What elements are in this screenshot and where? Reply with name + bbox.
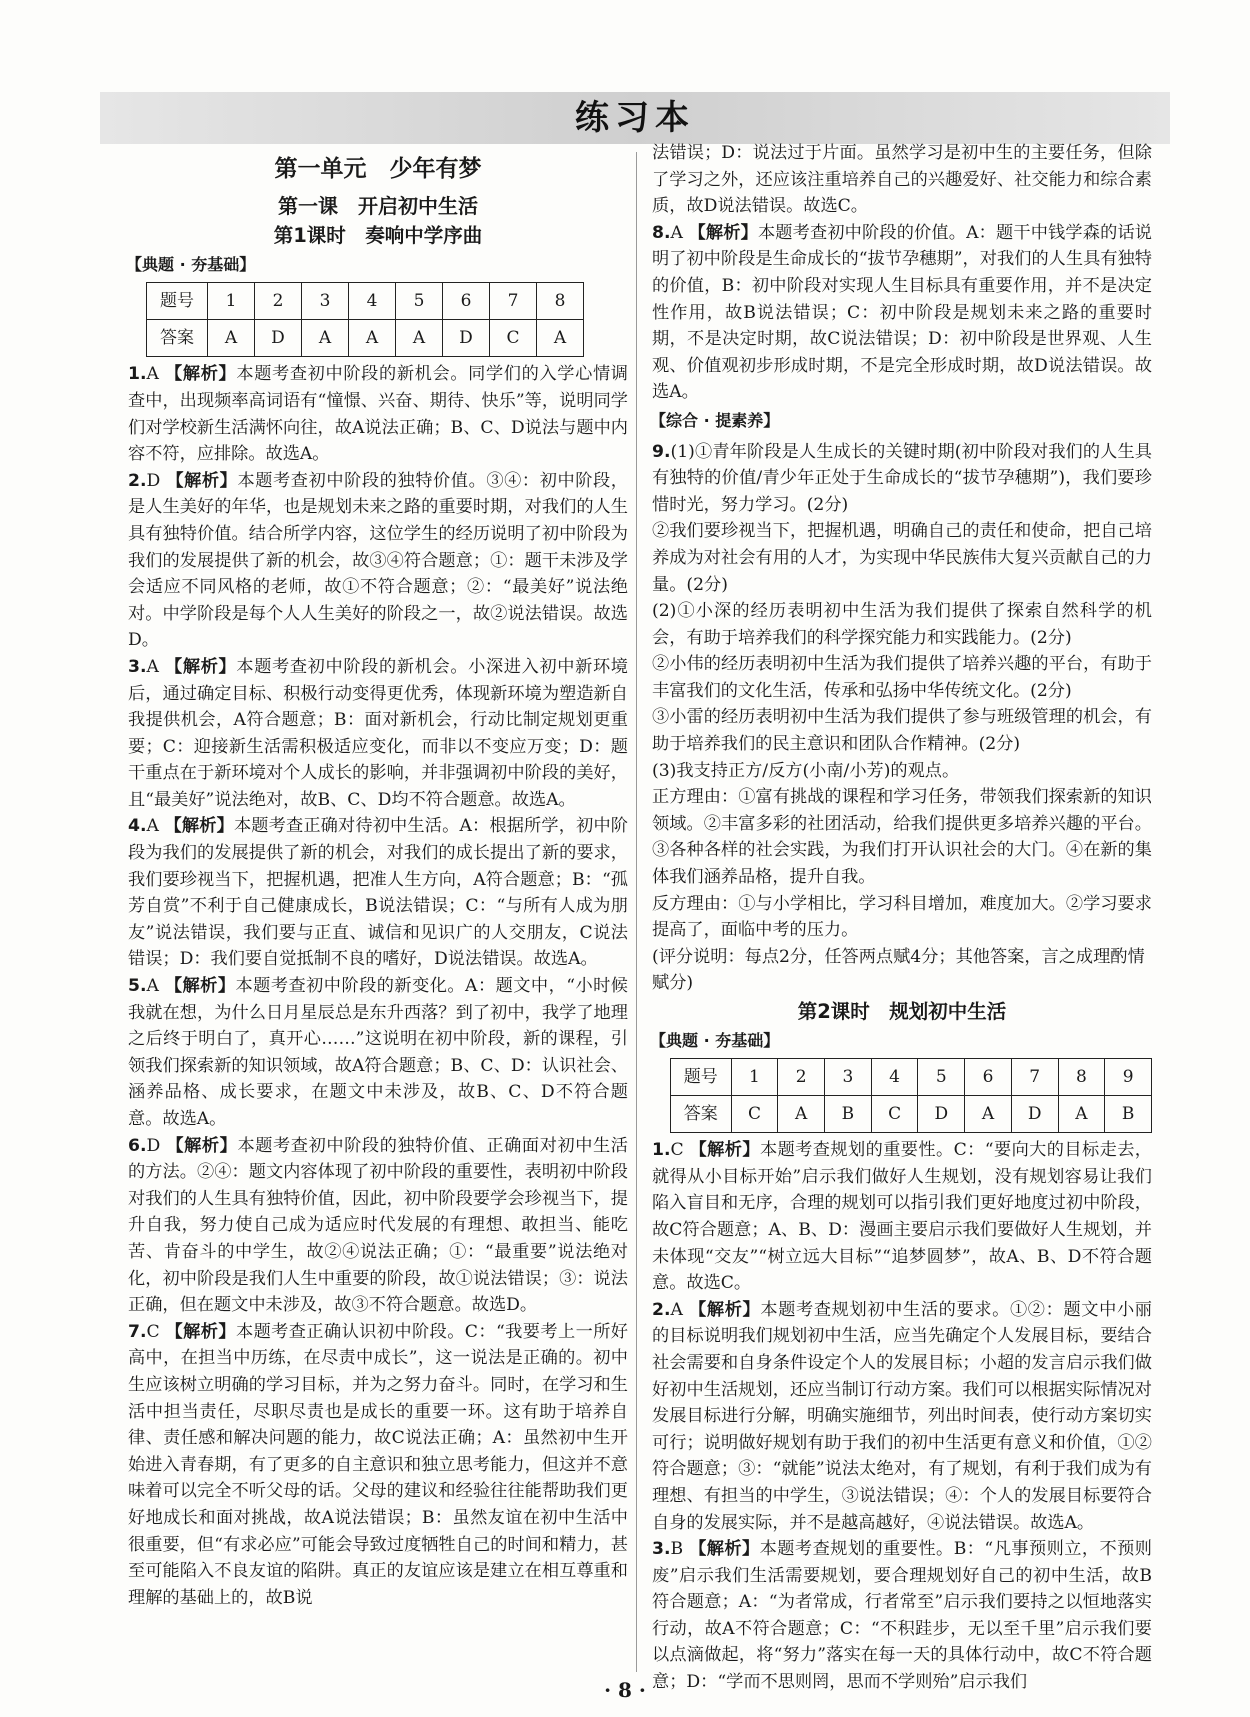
- item-number: 9.: [652, 441, 671, 462]
- item-text: 本题考查初中阶段的新机会。同学们的入学心情调查中，出现频率高词语有“憧憬、兴奋、期待、快乐”等，说明同学们对学校新生活满怀向往，故A说法正确；B、C、D说法与题中内容不符，应排除。故选A。: [128, 364, 628, 465]
- q9-paragraph: ②我们要珍视当下，把握机遇，明确自己的责任和使命，把自己培养成为对社会有用的人才，为实现中华民族伟大复兴贡献自己的力量。(2分): [652, 521, 1152, 595]
- header-banner: [100, 92, 1170, 144]
- table-cell: 8: [1058, 1059, 1105, 1096]
- analysis-tag: 【解析】: [689, 1299, 761, 1320]
- q9-text: (1)①青年阶段是人生成长的关键时期(初中阶段对我们的人生具有独特的价值/青少年正处于生命成长的“拔节孕穗期”)，我们要珍惜时光，努力学习。(2分): [652, 441, 1152, 515]
- q9-paragraph: (2)①小深的经历表明初中生活为我们提供了探索自然科学的机会，有助于培养我们的科学探究能力和实践能力。(2分): [652, 601, 1152, 648]
- table-header-cell: 答案: [671, 1096, 732, 1133]
- item-text: 本题考查正确对待初中生活。A：根据所学，初中阶段为我们的发展提供了新的机会，对我们的成长提出了新的要求，我们要珍视当下，把握机遇，把准人生方向，A符合题意；B：“孤芳自赏”不利于自己健康成长，B说法错误；C：“与所有人成为朋友”说法错误，我们要与正直、诚信和见识广的人交朋友，C说法错误；D：我们要自觉抵制不良的嗜好，D说法错误。故选A。: [128, 816, 628, 970]
- table-cell: 1: [208, 283, 255, 320]
- answer-item: [652, 1297, 1152, 1536]
- table-cell: A: [965, 1096, 1012, 1133]
- analysis-tag: 【解析】: [166, 470, 238, 491]
- analysis-tag: 【解析】: [688, 222, 758, 243]
- analysis-tag: 【解析】: [689, 1140, 760, 1161]
- item-number: 4.: [128, 816, 147, 837]
- item-answer: A: [146, 976, 159, 997]
- item-text: 本题考查初中阶段的价值。A：题干中钱学森的话说明了初中阶段是生命成长的“拔节孕穗期”，对我们的人生具有独特的价值，B：初中阶段对实现人生目标具有重要作用，并不是决定性作用，故B说法错误；C：初中阶段是规划未来之路的重要时期，不是决定时期，故C说法错误；D：初中阶段是世界观、人生观、价值观初步形成时期，不是完全形成时期，故D说法错误。故选A。: [652, 222, 1152, 403]
- item-text: 本题考查规划初中生活的要求。①②：题文中小丽的目标说明我们规划初中生活，应当先确定个人发展目标，要结合社会需要和自身条件设定个人的发展目标；小超的发言启示我们做好初中生活规划，还应当制订行动方案。我们可以根据实际情况对发展目标进行分解，明确实施细节，列出时间表，使行动方案切实可行；说明做好规划有助于我们的初中生活更有意义和价值，①②符合题意；③：“就能”说法太绝对，有了规划，有利于我们成为有理想、有担当的中学生，③说法错误；④：个人的发展目标要符合自身的发展实际，并不是越高越好，④说法错误。故选A。: [652, 1299, 1152, 1533]
- answer-item: [652, 1536, 1152, 1696]
- q9-paragraph: (3)我支持正方/反方(小南/小芳)的观点。: [652, 760, 960, 781]
- table-cell: D: [918, 1096, 965, 1133]
- item-answer: C: [670, 1140, 684, 1161]
- table-cell: 3: [302, 283, 349, 320]
- item-answer: A: [146, 816, 159, 837]
- analysis-tag: 【解析】: [164, 816, 234, 837]
- section-heading: 【典题 · 夯基础】: [650, 1030, 780, 1050]
- table-cell: 4: [349, 283, 396, 320]
- item-number: 5.: [128, 976, 147, 997]
- answer-item: [128, 973, 628, 1133]
- table-cell: 9: [1105, 1059, 1152, 1096]
- analysis-tag: 【解析】: [166, 1135, 238, 1156]
- item-text: 本题考查正确认识初中阶段。C：“我要考上一所好高中，在担当中历练，在尽责中成长”，这一说法是正确的。初中生应该树立明确的学习目标，并为之努力奋斗。同时，在学习和生活中担当责任，尽职尽责也是成长的重要一环。这有助于培养自律、责任感和解决问题的能力，故C说法正确；A：虽然初中生开始进入青春期，有了更多的自主意识和独立思考能力，但这并不意味着可以完全不听父母的话。父母的建议和经验往往能帮助我们更好地成长和面对挑战，故A说法错误；B：虽然友谊在初中生活中很重要，但“有求必应”可能会导致过度牺牲自己的时间和精力，甚至可能陷入不良友谊的陷阱。真正的友谊应该是建立在相互尊重和理解的基础上的，故B说: [128, 1321, 628, 1608]
- table-cell: 1: [731, 1059, 778, 1096]
- table-header-cell: 答案: [147, 320, 208, 357]
- column-divider: [636, 152, 637, 1672]
- table-cell: 5: [918, 1059, 965, 1096]
- table-header-cell: 题号: [671, 1059, 732, 1096]
- item-text: 本题考查规划的重要性。C：“要向大的目标走去，就得从小目标开始”启示我们做好人生规划，没有规划容易让我们陷入盲目和无序，合理的规划可以指引我们更好地度过初中阶段，故C符合题意；A、B、D：漫画主要启示我们要做好人生规划，并未体现“交友”“树立远大目标”“追梦圆梦”，故A、B、D不符合题意。故选C。: [652, 1140, 1152, 1294]
- table-cell: D: [255, 320, 302, 357]
- unit-title: 第一单元 少年有梦: [274, 156, 482, 182]
- table-cell: D: [1011, 1096, 1058, 1133]
- q9-paragraph: 正方理由：①富有挑战的课程和学习任务，带领我们探索新的知识领域。②丰富多彩的社团活动，给我们提供更多培养兴趣的平台。③各种各样的社会实践，为我们打开认识社会的大门。④在新的集体我们涵养品格，提升自我。: [652, 787, 1152, 888]
- item-answer: A: [670, 222, 683, 243]
- table-row: [671, 1059, 1152, 1096]
- item-answer: C: [146, 1321, 160, 1342]
- banner-title: 练习本: [575, 98, 695, 138]
- table-cell: 2: [778, 1059, 825, 1096]
- table-cell: 3: [825, 1059, 872, 1096]
- table-cell: A: [349, 320, 396, 357]
- table-cell: A: [1058, 1096, 1105, 1133]
- table-cell: A: [208, 320, 255, 357]
- table-cell: B: [825, 1096, 872, 1133]
- analysis-tag: 【解析】: [164, 976, 236, 997]
- analysis-tag: 【解析】: [165, 1321, 236, 1342]
- right-column: [650, 140, 1152, 1693]
- item-answer: D: [146, 1135, 161, 1156]
- table-cell: 5: [396, 283, 443, 320]
- analysis-tag: 【解析】: [165, 656, 237, 677]
- item-answer: D: [146, 470, 161, 491]
- table-cell: D: [443, 320, 490, 357]
- table-row: [671, 1096, 1152, 1133]
- item-number: 2.: [652, 1299, 671, 1320]
- answer-table: [146, 282, 584, 357]
- table-cell: A: [778, 1096, 825, 1133]
- item-answer: A: [146, 656, 159, 677]
- answer-item: [128, 1133, 628, 1319]
- lesson-title: 第一课 开启初中生活: [278, 193, 478, 218]
- table-cell: A: [302, 320, 349, 357]
- item-number: 8.: [652, 222, 671, 243]
- table-cell: 4: [871, 1059, 918, 1096]
- session-title: 第2课时 规划初中生活: [797, 1000, 1007, 1023]
- table-header-cell: 题号: [147, 283, 208, 320]
- section-heading: 【综合 · 提素养】: [650, 410, 780, 430]
- table-cell: 6: [965, 1059, 1012, 1096]
- analysis-tag: 【解析】: [165, 364, 237, 385]
- q9-paragraph: 反方理由：①与小学相比，学习科目增加，难度加大。②学习要求提高了，面临中考的压力。: [652, 893, 1152, 941]
- q9-paragraph: ③小雷的经历表明初中生活为我们提供了参与班级管理的机会，有助于培养我们的民主意识和团队合作精神。(2分): [652, 707, 1152, 755]
- q9-paragraph: ②小伟的经历表明初中生活为我们提供了培养兴趣的平台，有助于丰富我们的文化生活，传承和弘扬中华传统文化。(2分): [652, 654, 1152, 701]
- table-cell: C: [490, 320, 537, 357]
- table-cell: 7: [1011, 1059, 1058, 1096]
- item-answer: A: [146, 364, 159, 385]
- answer-item: [652, 1137, 1152, 1297]
- table-cell: C: [731, 1096, 778, 1133]
- answer-item: [128, 654, 628, 814]
- item-number: 2.: [128, 470, 147, 491]
- q9-paragraph: [652, 439, 1152, 519]
- table-cell: 7: [490, 283, 537, 320]
- answer-item: [652, 220, 1152, 406]
- item-answer: B: [670, 1539, 684, 1560]
- item-text: 本题考查初中阶段的新机会。小深进入初中新环境后，通过确定目标、积极行动变得更优秀，体现新环境为塑造新自我提供机会，A符合题意；B：面对新机会，行动比制定规划更重要；C：迎接新生活需积极适应变化，而非以不变应万变；D：题干重点在于新环境对个人成长的影响，并非强调初中阶段的美好，且“最美好”说法绝对，故B、C、D均不符合题意。故选A。: [128, 656, 628, 810]
- table-cell: 2: [255, 283, 302, 320]
- analysis-tag: 【解析】: [689, 1539, 760, 1560]
- item-number: 7.: [128, 1321, 147, 1342]
- table-cell: B: [1105, 1096, 1152, 1133]
- answer-table: [670, 1058, 1152, 1133]
- continued-text: 法错误；D：说法过于片面。虽然学习是初中生的主要任务，但除了学习之外，还应该注重培养自己的兴趣爱好、社交能力和综合素质，故D说法错误。故选C。: [652, 143, 1152, 217]
- item-answer: A: [670, 1299, 683, 1320]
- item-number: 6.: [128, 1135, 147, 1156]
- item-number: 3.: [128, 656, 147, 677]
- session-title: 第1课时 奏响中学序曲: [273, 224, 483, 248]
- left-column: [128, 152, 628, 1672]
- item-text: 本题考查初中阶段的独特价值。③④：初中阶段，是人生美好的年华，也是规划未来之路的重要时期，对我们的人生具有独特价值。结合所学内容，这位学生的经历说明了初中阶段为我们的发展提供了新的机会，故③④符合题意；①：题干未涉及学会适应不同风格的老师，故①不符合题意；②：“最美好”说法绝对。中学阶段是每个人人生美好的阶段之一，故②说法错误。故选D。: [128, 470, 628, 651]
- answer-item: [128, 1319, 628, 1612]
- item-number: 3.: [652, 1539, 671, 1560]
- answer-item: [128, 813, 628, 973]
- item-text: 本题考查规划的重要性。B：“凡事预则立，不预则废”启示我们生活需要规划，要合理规划好自己的初中生活，故B符合题意；A：“为者常成，行者常至”启示我们要持之以恒地落实行动，故A不符合题意；C：“不积跬步，无以至千里”启示我们要以点滴做起，将“努力”落实在每一天的具体行动中，故C不符合题意；D：“学而不思则罔，思而不学则殆”启示我们: [652, 1539, 1152, 1693]
- answer-item: [128, 361, 628, 467]
- item-number: 1.: [128, 364, 147, 385]
- table-cell: 6: [443, 283, 490, 320]
- table-cell: A: [537, 320, 584, 357]
- table-row: [147, 283, 584, 320]
- table-row: [147, 320, 584, 357]
- table-cell: C: [871, 1096, 918, 1133]
- answer-item: [128, 468, 628, 654]
- section-heading: 【典题 · 夯基础】: [126, 254, 256, 274]
- page-number: · 8 ·: [604, 1678, 646, 1702]
- table-cell: 8: [537, 283, 584, 320]
- table-cell: A: [396, 320, 443, 357]
- item-text: 本题考查初中阶段的独特价值、正确面对初中生活的方法。②④：题文内容体现了初中阶段的重要性，表明初中阶段对我们的人生具有独特价值，因此，初中阶段要学会珍视当下，提升自我，努力使自己成为适应时代发展的有理想、敢担当、能吃苦、肯奋斗的中学生，故②④说法正确；①：“最重要”说法绝对化，初中阶段是我们人生中重要的阶段，故①说法错误；③：说法正确，但在题文中未涉及，故③不符合题意。故选D。: [128, 1135, 628, 1316]
- scoring-note: (评分说明：每点2分，任答两点赋4分；其他答案，言之成理酌情赋分): [652, 946, 1145, 994]
- item-text: 本题考查初中阶段的新变化。A：题文中，“小时候我就在想，为什么日月星辰总是东升西落？到了初中，我学了地理之后终于明白了，真开心……”这说明在初中阶段，新的课程，引领我们探索新的知识领域，故A符合题意；B、C、D：认识社会、涵养品格、成长要求，在题文中未涉及，故B、C、D不符合题意。故选A。: [128, 976, 628, 1129]
- item-number: 1.: [652, 1140, 671, 1161]
